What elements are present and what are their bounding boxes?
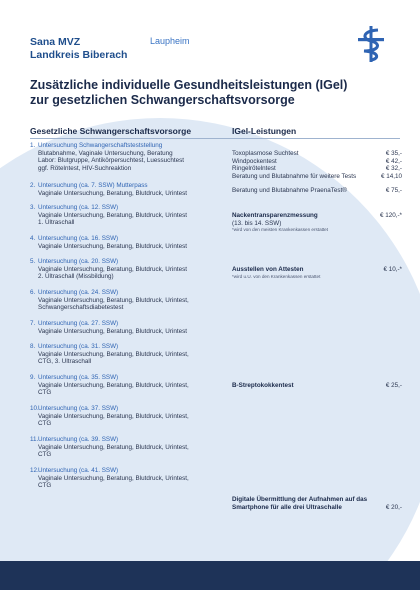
exam-number: 8. <box>30 343 36 350</box>
exam-detail: Vaginale Untersuchung, Beratung, Blutdruck, Urintest <box>38 211 187 219</box>
exam-number: 9. <box>30 374 36 381</box>
exam-number: 5. <box>30 258 36 265</box>
igel-item-sub: (13. bis 14. SSW) <box>232 219 282 227</box>
exam-detail: Vaginale Untersuchung, Beratung, Blutdruck, Urintest <box>38 327 187 335</box>
igel-group-atteste <box>232 266 402 280</box>
exam-entry-6 <box>30 289 230 312</box>
exam-number: 3. <box>30 204 36 211</box>
exam-number: 2. <box>30 182 36 189</box>
exam-number: 1. <box>30 142 36 149</box>
exam-title: Untersuchung (ca. 35. SSW) <box>38 374 119 381</box>
exam-number: 6. <box>30 289 36 296</box>
exam-entry-2 <box>30 182 230 197</box>
exam-detail: Labor: Blutgruppe, Antikörpersuchtest, Luessuchtest <box>38 157 184 165</box>
exam-detail: CTG <box>38 482 52 490</box>
title-line-1: Zusätzliche individuelle Gesundheitsleistungen (IGel) <box>30 78 348 92</box>
exam-entry-9 <box>30 374 230 397</box>
exam-detail: Blutabnahme, Vaginale Untersuchung, Beratung <box>38 149 173 157</box>
igel-item-price: € 35,- <box>385 150 402 157</box>
exam-detail: Vaginale Untersuchung, Beratung, Blutdruck, Urintest, <box>38 443 189 451</box>
exam-number: 4. <box>30 235 36 242</box>
igel-item-price: € 20,- <box>385 503 402 511</box>
exam-title: Untersuchung (ca. 31. SSW) <box>38 343 119 350</box>
igel-item <box>232 165 402 173</box>
igel-item-name-cont: Smartphone für alle drei Ultraschalle <box>232 503 342 511</box>
exam-title: Untersuchung (ca. 37. SSW) <box>38 405 119 412</box>
exam-title: Untersuchung (ca. 41. SSW) <box>38 467 119 474</box>
org-header <box>30 36 127 62</box>
igel-item <box>232 266 402 274</box>
exam-detail: Vaginale Untersuchung, Beratung, Blutdruck, Urintest, <box>38 381 189 389</box>
igel-item-name: Digitale Übermittlung der Aufnahmen auf das <box>232 496 368 503</box>
igel-item-price: € 14,10 <box>380 172 402 180</box>
footer-band <box>0 561 420 590</box>
exam-entry-4 <box>30 235 230 250</box>
igel-group-digital <box>232 496 402 511</box>
org-city: Laupheim <box>150 36 190 46</box>
igel-group-streptokokken <box>232 382 402 390</box>
exam-entry-8 <box>30 343 230 366</box>
exam-title: Untersuchung (ca. 24. SSW) <box>38 289 119 296</box>
exam-detail: Vaginale Untersuchung, Beratung, Blutdruck, Urintest, <box>38 350 189 358</box>
exam-detail: Vaginale Untersuchung, Beratung, Blutdruck, Urintest <box>38 265 187 273</box>
igel-item-name: Beratung und Blutabnahme für weitere Tests <box>232 172 357 180</box>
igel-item-price: € 120,-* <box>379 212 402 219</box>
igel-item-name: B-Streptokokkentest <box>232 382 294 389</box>
exam-detail: 2. Ultraschall (Missbildung) <box>38 273 114 281</box>
title-line-2: zur gesetzlichen Schwangerschaftsvorsorge <box>30 93 295 107</box>
igel-item-name: Beratung und Blutabnahme PraenaTest® <box>232 187 347 194</box>
igel-group-nackentransparenz <box>232 212 402 233</box>
exam-detail: Vaginale Untersuchung, Beratung, Blutdruck, Urintest, <box>38 474 189 482</box>
exam-detail: CTG <box>38 420 52 428</box>
page-title <box>30 78 390 108</box>
org-name: Sana MVZ <box>30 36 81 48</box>
exam-detail: CTG <box>38 389 52 397</box>
igel-item-price: € 32,- <box>385 165 402 173</box>
igel-item <box>232 382 402 390</box>
exam-entry-3 <box>30 204 230 227</box>
exam-entry-12 <box>30 467 230 490</box>
exam-title: Untersuchung (ca. 20. SSW) <box>38 258 119 265</box>
exam-title: Untersuchung (ca. 27. SSW) <box>38 320 119 327</box>
exam-title: Untersuchung (ca. 12. SSW) <box>38 204 119 211</box>
exam-entry-5 <box>30 258 230 281</box>
igel-item <box>232 504 402 512</box>
exam-title: Untersuchung (ca. 7. SSW) Mutterpass <box>38 182 148 189</box>
exam-detail: Vaginale Untersuchung, Beratung, Blutdruck, Urintest, <box>38 412 189 420</box>
sana-serpent-logo-icon <box>356 26 386 62</box>
exam-entry-10 <box>30 405 230 428</box>
exam-detail: Vaginale Untersuchung, Beratung, Blutdruck, Urintest <box>38 242 187 250</box>
column-divider <box>30 138 400 139</box>
column-heading-statutory: Gesetzliche Schwangerschaftsvorsorge <box>30 126 192 136</box>
exam-title: Untersuchung (ca. 39. SSW) <box>38 436 119 443</box>
igel-group-tests <box>232 150 402 180</box>
exam-number: 7. <box>30 320 36 327</box>
exam-title: Untersuchung (ca. 16. SSW) <box>38 235 119 242</box>
igel-item-price: € 42,- <box>385 157 402 165</box>
exam-entry-7 <box>30 320 230 335</box>
igel-item-name: Windpockentest <box>232 157 277 165</box>
igel-item <box>232 173 402 181</box>
igel-item-name: Nackentransparenzmessung <box>232 212 318 219</box>
exam-detail: CTG, 3. Ultraschall <box>38 358 92 366</box>
exam-number: 11. <box>30 436 39 443</box>
exam-detail: CTG <box>38 451 52 459</box>
igel-item-name: Ausstellen von Attesten <box>232 266 304 273</box>
exam-detail: Vaginale Untersuchung, Beratung, Blutdruck, Urintest, <box>38 296 189 304</box>
exam-title: Untersuchung Schwangerschaftsteststellung <box>38 142 163 149</box>
exam-detail: ggf. Rötelntest, HIV-Suchreaktion <box>38 164 132 172</box>
exam-number: 12. <box>30 467 39 474</box>
igel-item-note: *wird von den meisten Krankenkassen erstattet <box>232 227 329 233</box>
igel-item-price: € 75,- <box>385 187 402 194</box>
igel-item-note: *wird u.U. von den Krankenkassen erstattet <box>232 273 321 279</box>
igel-group-praenatest <box>232 187 402 195</box>
igel-item-name: Ringelrötelntest <box>232 165 276 173</box>
igel-item-price: € 10,-* <box>383 266 402 273</box>
exam-detail: Vaginale Untersuchung, Beratung, Blutdruck, Urintest <box>38 189 187 197</box>
exam-entry-1 <box>30 142 230 172</box>
org-region: Landkreis Biberach <box>30 49 128 61</box>
exam-number: 10. <box>30 405 39 412</box>
igel-item <box>232 150 402 158</box>
exam-detail: 1. Ultraschall <box>38 219 75 227</box>
column-heading-igel: IGel-Leistungen <box>232 126 297 136</box>
igel-item <box>232 212 402 220</box>
exam-entry-11 <box>30 436 230 459</box>
igel-item-price: € 25,- <box>385 382 402 389</box>
exam-detail: Schwangerschaftsdiabetestest <box>38 304 124 312</box>
igel-item <box>232 187 402 195</box>
igel-item <box>232 158 402 166</box>
igel-item-name: Toxoplasmose Suchtest <box>232 150 299 157</box>
